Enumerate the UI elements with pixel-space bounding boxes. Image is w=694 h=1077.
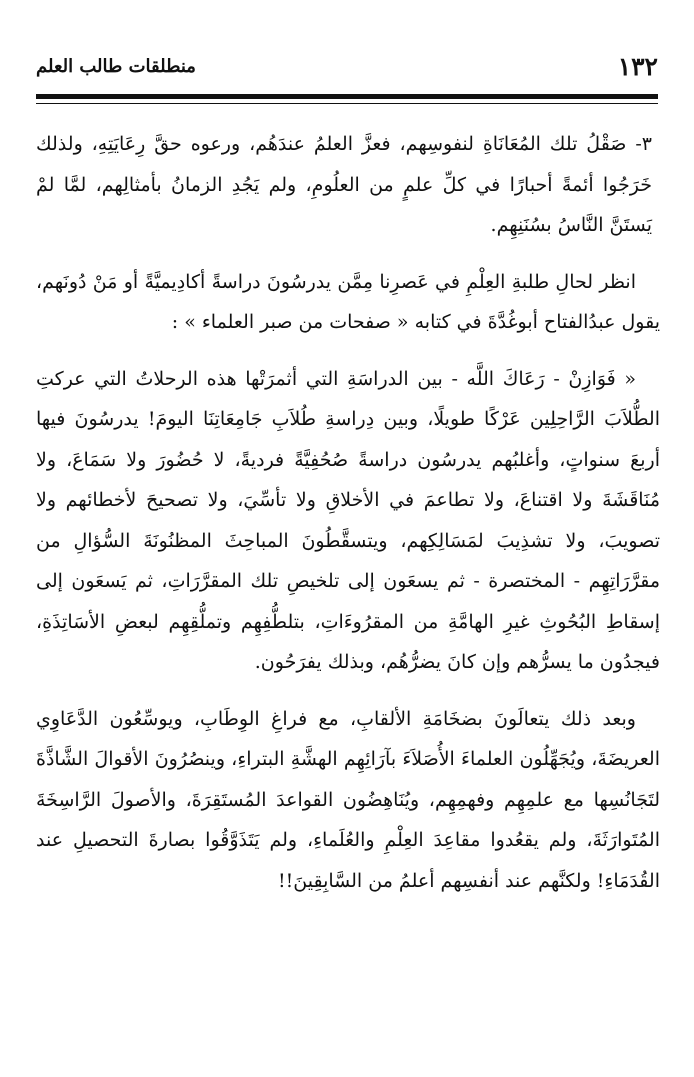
paragraph-quotation: « فَوَازِنْ - رَعَاكَ اللَّه - بين الدراسَةِ التي أثمرَتْها هذه الرحلاتُ التي عركتِ الطُّلاَبَ الرَّاحِلِين عَرْكًا طويلًا، وبين دِراسةِ طُلاَبِ جَامِعَاتِنَا اليومَ! يدرسُونَ فيها أربعَ سنواتٍ، وأغلبُهم يدرسُون دراسةً صُحُفِيَّةً فرديةً، لا حُضُورَ ولا سَمَاعَ، ولا مُنَاقَشَةَ ولا اقتناعَ، ولا تطاعمَ في الأخلاقِ ولا تأسِّيَ، ولا تصحيحَ لأخطائهم ولا تصويبَ، ولا تشذِيبَ لمَسَالِكِهم، ويتسقَّطُونَ المباحِثَ المظنُونَةَ السُّؤالِ من مقرَّرَاتِهِم - المختصرة - ثم يسعَون إلى تلخيصِ تلك المقرَّرَاتِ، ثم يَسعَون إلى إسقاطِ البُحُوثِ غيرِ الهامَّةِ من المقرُوءَاتِ، بتلطُّفِهِم وتملُّقِهِم لبعضِ الأسَاتِذَةِ، فيجدُون ما يسرُّهم وإن كانَ يضرُّهُم، وبذلك يفرَحُون. <box>36 367 660 673</box>
page-number: ١٣٢ <box>617 52 658 81</box>
page-header <box>36 50 658 86</box>
running-title: منطلقات طالب العلم <box>36 56 196 77</box>
paragraph-point-3: ٣- صَقْلُ تلك المُعَانَاةِ لنفوسِهم، فعزَّ العلمُ عندَهُم، ورعوه حقَّ رِعَايَتِهِ، ولذلك خَرَجُوا أئمةً أحبارًا في كلِّ علمٍ من العلُومِ، ولم يَجُدِ الزمانُ بأمثالِهم، لمَّا لمْ يَستَنَّ النَّاسُ بسُنَنِهِم. <box>36 133 652 236</box>
paragraph-intro-quote: انظر لحالِ طلبةِ العِلْمِ في عَصرِنا مِمَّن يدرسُونَ دراسةً أكادِيميَّةً أو مَنْ دُونَهم، يقول عبدُالفتاح أبوغُدَّةَ في كتابه « صفحات من صبر العلماء » : <box>36 270 660 333</box>
page-body <box>36 124 660 901</box>
paragraph-conclusion: وبعد ذلك يتعالَونَ بضخَامَةِ الألقابِ، مع فراغِ الوِطَابِ، ويوسِّعُون الدَّعَاوِي العريضَةَ، ويُجَهِّلُون العلماءَ الأُصَلاَءَ بآرَائِهِم الهشَّةِ البتراءِ، وينصُرُونَ الأقوالَ الشَّاذَّةَ لتَجَانُسِها مع علمِهِم وفهمِهِم، ويُنَاهِضُون القواعدَ المُستَقِرَةَ، والأصولَ الرَّاسِخَةَ المُتَوارَثَةَ، ولم يقعُدوا مقاعِدَ العِلْمِ والعُلَماءِ، ولم يَتَذَوَّقُوا بصارةَ التحصيلِ عند القُدَمَاءِ! ولكنَّهم عند أنفسِهم أعلمُ من السَّابِقِينَ!! <box>36 707 660 892</box>
header-rule-thick <box>36 94 658 99</box>
header-rule-thin <box>36 103 658 104</box>
